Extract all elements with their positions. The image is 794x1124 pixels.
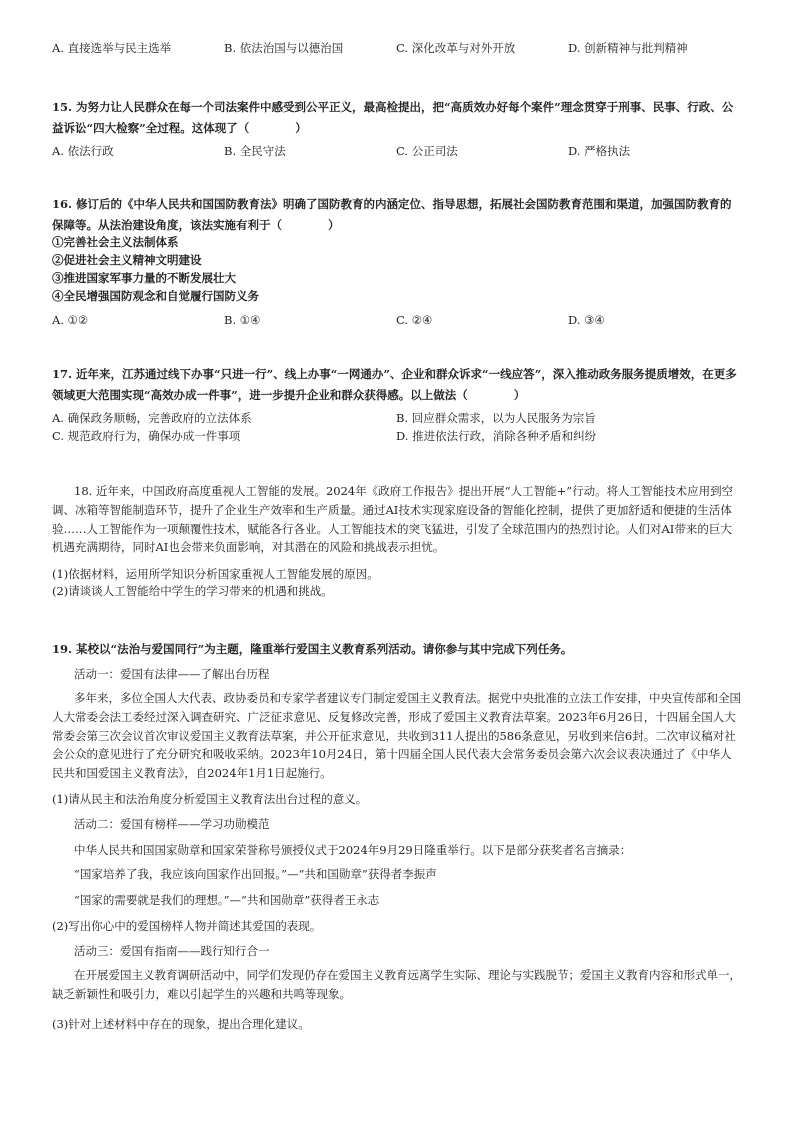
- q15-stem-text: 为努力让人民群众在每一个司法案件中感受到公平正义，最高检提出，把“高质效办好每个案件”理念贯穿于刑事、民事、行政、公益诉讼“四大检察”全过程。这体现了（ ）: [52, 100, 734, 135]
- q16-item-4: ④全民增强国防观念和自觉履行国防义务: [52, 289, 259, 303]
- q19-activity2-title: 活动二：爱国有榜样——学习功勋模范: [74, 817, 270, 831]
- q19-activity1-text: 多年来，多位全国人大代表、政协委员和专家学者建议专门制定爱国主义教育法。据党中央批准的立法工作安排，中央宣传部和全国人大常委会法工委经过深入调查研究、广泛征求意见、反复修改完善，形成了爱国主义教育法草案。2023年6月26日，十四届全国人大常委会第三次会议首次审议爱国主义教育法草案，并公开征求意见，共收到311人提出的586条意见，另收到来信6封。二次审议稿对社会公众的意见进行了充分研究和吸收采纳。2023年10月24日，第十四届全国人民代表大会常务委员会第六次会议表决通过了《中华人民共和国爱国主义教育法》，自2024年1月1日起施行。: [52, 691, 741, 781]
- q18-number: 18.: [74, 484, 93, 498]
- q16-stem-text: 修订后的《中华人民共和国国防教育法》明确了国防教育的内涵定位、指导思想，拓展社会国防教育范围和渠道，加强国防教育的保障等。从法治建设角度，该法实施有利于（ ）: [52, 197, 732, 232]
- q18-question-1: (1)依据材料，运用所学知识分析国家重视人工智能发展的原因。: [52, 567, 379, 581]
- q15-stem: [52, 97, 742, 139]
- q15-option-c[interactable]: C. 公正司法: [396, 144, 458, 158]
- q15-option-b[interactable]: B. 全民守法: [224, 144, 286, 158]
- q19-stem: [52, 639, 572, 660]
- q19-activity3-text: 在开展爱国主义教育调研活动中，同学们发现仍存在爱国主义教育远离学生实际、理论与实践脱节；爱国主义教育内容和形式单一，缺乏新颖性和吸引力，难以引起学生的兴趣和共鸣等现象。: [52, 968, 741, 1001]
- q15-option-d[interactable]: D. 严格执法: [568, 144, 631, 158]
- q16-option-b[interactable]: B. ①④: [224, 313, 261, 327]
- q17-option-d[interactable]: D. 推进依法行政，消除各种矛盾和纠纷: [396, 429, 597, 443]
- q18-material: [52, 482, 742, 557]
- q19-question-2: (2)写出你心中的爱国榜样人物并简述其爱国的表现。: [52, 919, 322, 933]
- q15-option-a[interactable]: A. 依法行政: [52, 144, 114, 158]
- q19-question-3: (3)针对上述材料中存在的现象，提出合理化建议。: [52, 1017, 310, 1031]
- q16-option-c[interactable]: C. ②④: [396, 313, 433, 327]
- q16-number: 16.: [52, 197, 73, 211]
- q14-option-d[interactable]: D. 创新精神与批判精神: [568, 41, 688, 55]
- q16-option-a[interactable]: A. ①②: [52, 313, 89, 327]
- q19-quote-1: “国家培养了我，我应该向国家作出回报。”—“共和国勋章”获得者李振声: [74, 867, 437, 881]
- q17-stem: [52, 364, 742, 406]
- q16-item-1: ①完善社会主义法制体系: [52, 235, 179, 249]
- q17-number: 17.: [52, 367, 73, 381]
- q19-stem-text: 某校以“法治与爱国同行”为主题，隆重举行爱国主义教育系列活动。请你参与其中完成下列任务。: [76, 642, 573, 656]
- q17-option-a[interactable]: A. 确保政务顺畅，完善政府的立法体系: [52, 411, 252, 425]
- q16-item-2: ②促进社会主义精神文明建设: [52, 253, 202, 267]
- q19-question-1: (1)请从民主和法治角度分析爱国主义教育法出台过程的意义。: [52, 792, 368, 806]
- q15-number: 15.: [52, 100, 73, 114]
- q19-quote-2: “国家的需要就是我们的理想。”—“共和国勋章”获得者王永志: [74, 893, 380, 907]
- q16-stem: [52, 194, 742, 236]
- q16-item-3: ③推进国家军事力量的不断发展壮大: [52, 271, 236, 285]
- q14-option-a[interactable]: A. 直接选举与民主选举: [52, 41, 172, 55]
- q17-option-c[interactable]: C. 规范政府行为，确保办成一件事项: [52, 429, 241, 443]
- q17-option-b[interactable]: B. 回应群众需求，以为人民服务为宗旨: [396, 411, 596, 425]
- q19-activity2-text: 中华人民共和国国家勋章和国家荣誉称号颁授仪式于2024年9月29日隆重举行。以下是部分获奖者名言摘录：: [74, 843, 632, 857]
- q19-activity1-title: 活动一：爱国有法律——了解出台历程: [74, 667, 270, 681]
- q18-question-2: (2)请谈谈人工智能给中学生的学习带来的机遇和挑战。: [52, 584, 333, 598]
- q19-activity3-title: 活动三：爱国有指南——践行知行合一: [74, 944, 270, 958]
- q14-option-c[interactable]: C. 深化改革与对外开放: [396, 41, 516, 55]
- q14-option-b[interactable]: B. 依法治国与以德治国: [224, 41, 344, 55]
- q16-option-d[interactable]: D. ③④: [568, 313, 605, 327]
- q17-stem-text: 近年来，江苏通过线下办事“只进一行”、线上办事“一网通办”、企业和群众诉求“一线应答”，深入推动政务服务提质增效，在更多领域更大范围实现“高效办成一件事”，进一步提升企业和群众获得感。以上做法（ ）: [52, 367, 737, 402]
- q19-number: 19.: [52, 642, 73, 656]
- q18-material-text: 近年来，中国政府高度重视人工智能的发展。2024年《政府工作报告》提出开展“人工智能+”行动。将人工智能技术应用到空调、冰箱等智能制造环节，提升了企业生产效率和生产质量。通过AI技术实现家庭设备的智能化控制，提供了更加舒适和便捷的生活体验……人工智能作为一项颠覆性技术，赋能各行各业。人工智能技术的突飞猛进，引发了全球范围内的热烈讨论。人们对AI带来的巨大机遇充满期待，同时AI也会带来负面影响，对其潜在的风险和挑战表示担忧。: [52, 484, 734, 555]
